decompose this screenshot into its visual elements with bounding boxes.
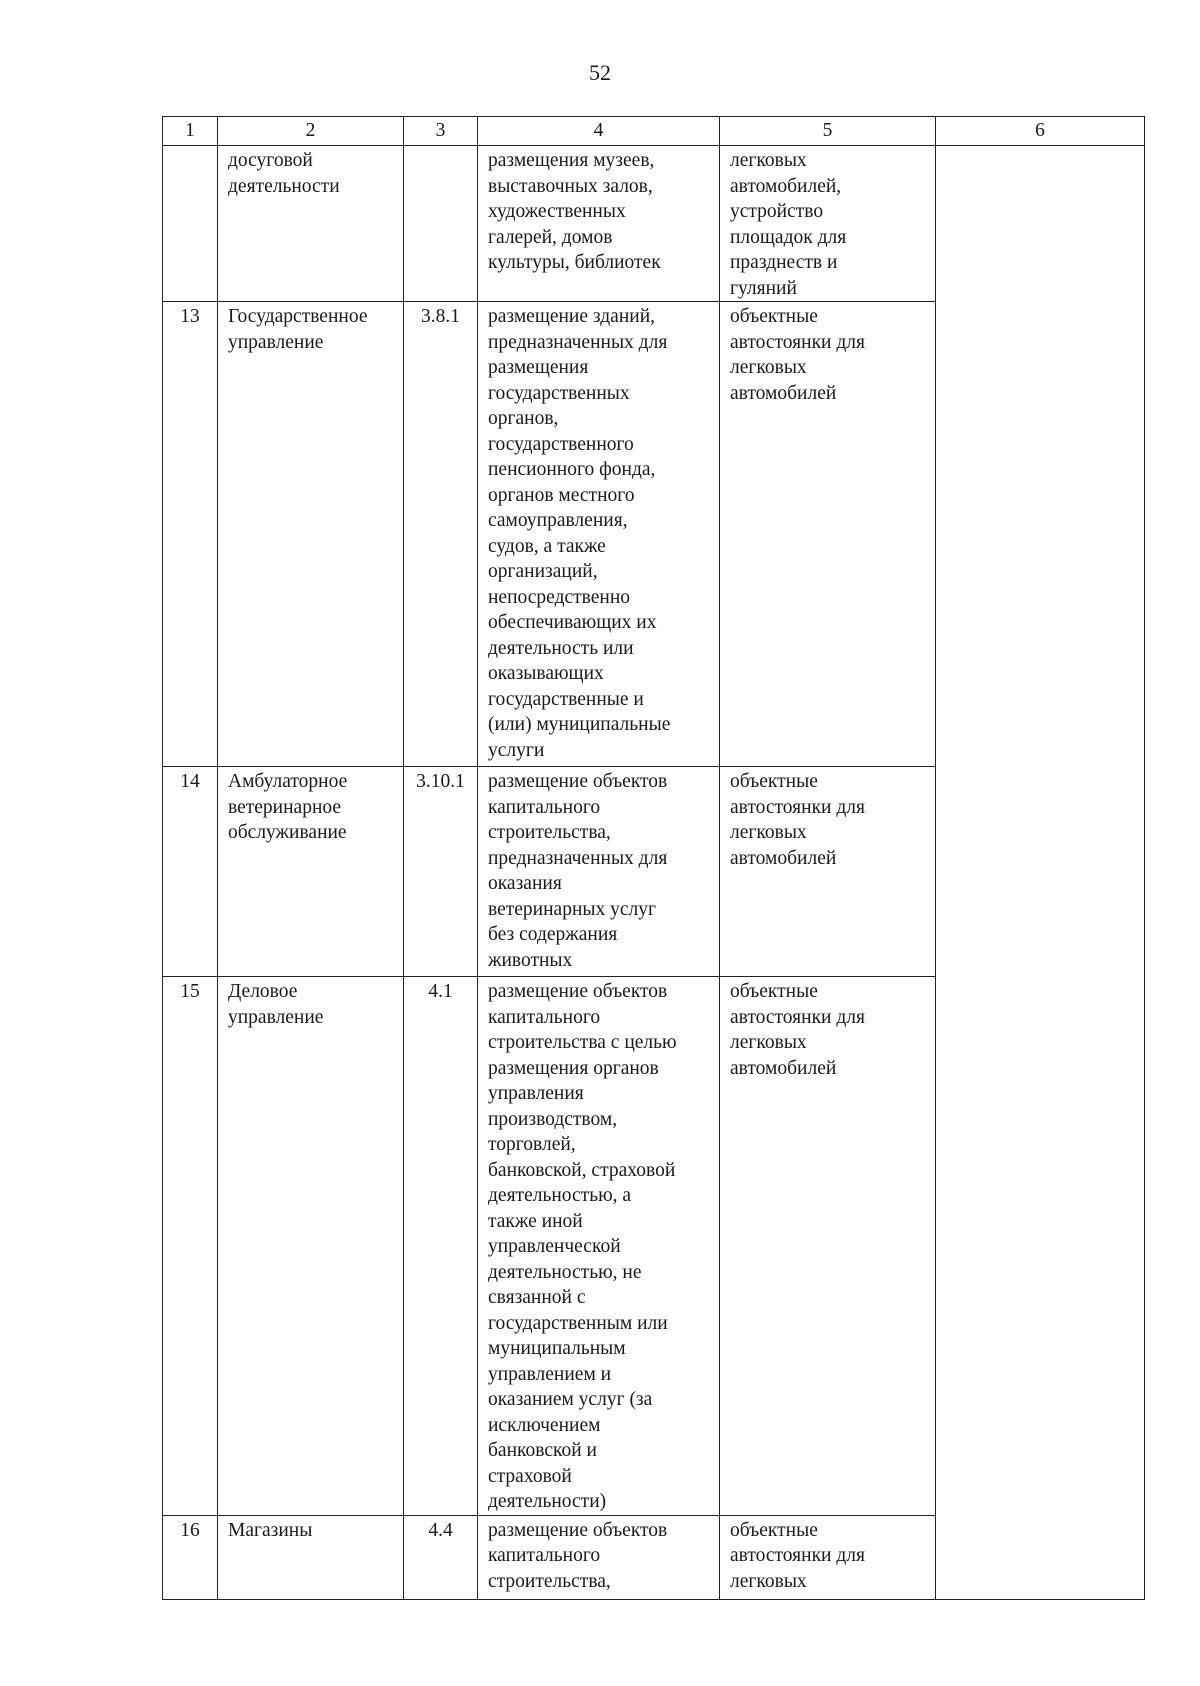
row-col6 bbox=[936, 302, 1145, 767]
table-row bbox=[163, 146, 1145, 302]
header-col-3: 3 bbox=[404, 117, 478, 146]
row-name: Государственное управление bbox=[218, 302, 404, 767]
row-description: размещение зданий, предназначенных для размещения государственных органов, государственного пенсионного фонда, органов местного самоуправления, судов, а также организаций, непосредственно обеспечивающих их деятельность или оказывающих государственные и (или) муниципальные услуги bbox=[478, 302, 720, 767]
table-row bbox=[163, 977, 1145, 1516]
row-code: 3.8.1 bbox=[404, 302, 478, 767]
row-number: 15 bbox=[163, 977, 218, 1516]
row-number: 13 bbox=[163, 302, 218, 767]
row-col6 bbox=[936, 1515, 1145, 1599]
table-row bbox=[163, 302, 1145, 767]
table-row bbox=[163, 767, 1145, 977]
row-parking: объектные автостоянки для легковых автомобилей bbox=[720, 977, 936, 1516]
row-number bbox=[163, 146, 218, 302]
header-col-2: 2 bbox=[218, 117, 404, 146]
row-description: размещение объектов капитального строительства, bbox=[478, 1515, 720, 1599]
row-code bbox=[404, 146, 478, 302]
row-parking: легковых автомобилей, устройство площадок для празднеств и гуляний bbox=[720, 146, 936, 302]
row-name: досуговой деятельности bbox=[218, 146, 404, 302]
row-parking: объектные автостоянки для легковых bbox=[720, 1515, 936, 1599]
row-number: 14 bbox=[163, 767, 218, 977]
row-code: 4.4 bbox=[404, 1515, 478, 1599]
row-name: Деловое управление bbox=[218, 977, 404, 1516]
row-col6 bbox=[936, 977, 1145, 1516]
row-name: Магазины bbox=[218, 1515, 404, 1599]
row-parking: объектные автостоянки для легковых автомобилей bbox=[720, 767, 936, 977]
table-row bbox=[163, 1515, 1145, 1599]
header-col-6: 6 bbox=[936, 117, 1145, 146]
page-number: 52 bbox=[589, 60, 611, 85]
row-description: размещение объектов капитального строительства, предназначенных для оказания ветеринарных услуг без содержания животных bbox=[478, 767, 720, 977]
row-number: 16 bbox=[163, 1515, 218, 1599]
row-description: размещения музеев, выставочных залов, художественных галерей, домов культуры, библиотек bbox=[478, 146, 720, 302]
land-use-table bbox=[162, 116, 1145, 1600]
header-col-4: 4 bbox=[478, 117, 720, 146]
row-col6 bbox=[936, 767, 1145, 977]
row-code: 4.1 bbox=[404, 977, 478, 1516]
row-code: 3.10.1 bbox=[404, 767, 478, 977]
row-description: размещение объектов капитального строительства с целью размещения органов управления производством, торговлей, банковской, страховой деятельностью, а также иной управленческой деятельностью, не связанной с государственным или муниципальным управлением и оказанием услуг (за исключением банковской и страховой деятельности) bbox=[478, 977, 720, 1516]
row-name: Амбулаторное ветеринарное обслуживание bbox=[218, 767, 404, 977]
header-col-1: 1 bbox=[163, 117, 218, 146]
row-col6 bbox=[936, 146, 1145, 302]
row-parking: объектные автостоянки для легковых автомобилей bbox=[720, 302, 936, 767]
header-col-5: 5 bbox=[720, 117, 936, 146]
table-header-row bbox=[163, 117, 1145, 146]
